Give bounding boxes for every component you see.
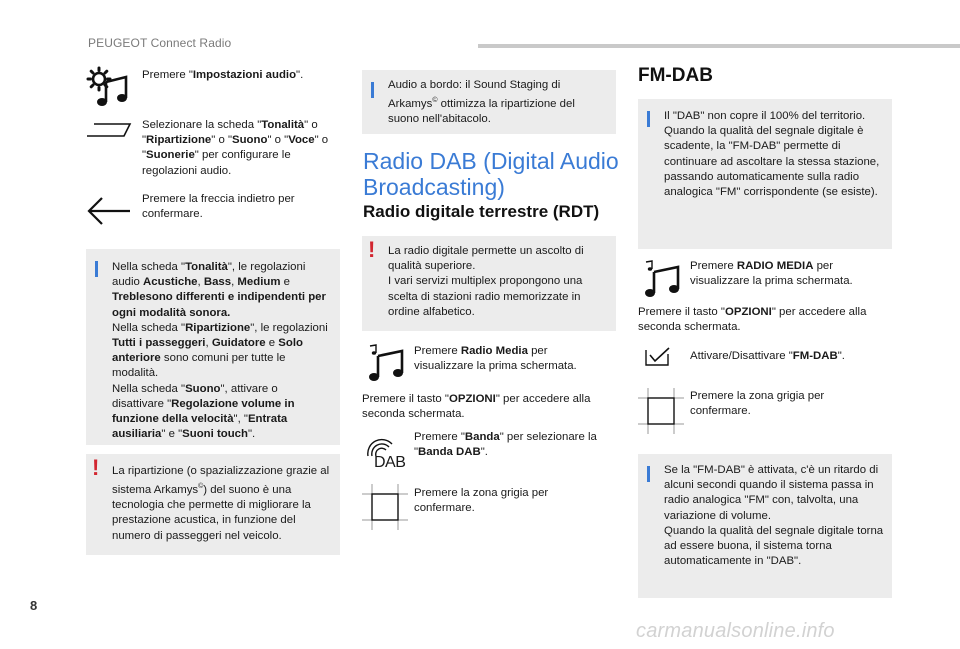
- watermark: carmanualsonline.info: [636, 620, 835, 642]
- tab-icon: [86, 122, 132, 138]
- info-box-fm-dab: Il "DAB" non copre il 100% del territorio. Quando la qualità del segnale digitale è scadente, la "FM-DAB" permette di continuare ad ascoltare la stessa stazione, passando automaticamente sulla radio analogica "FM" corrispondente (se esiste).: [638, 99, 892, 249]
- step-select-tab: Selezionare la scheda "Tonalità" o "Ripartizione" o "Suono" o "Voce" o "Suonerie" per configurare le regolazioni audio.: [142, 119, 329, 177]
- warning-box-digital-radio: ! La radio digitale permette un ascolto di qualità superiore. I vari servizi multiplex propongono una scelta di stazioni radio memorizzate in ordine alfabetico.: [362, 236, 616, 331]
- step-grey-zone-confirm: Premere la zona grigia per confermare.: [414, 487, 549, 515]
- info-box-audio-tabs: Nella scheda "Tonalità", le regolazioni audio Acustiche, Bass, Medium e Treblesono differenti e indipendenti per ogni modalità sonora. Nella scheda "Ripartizione", le regolazioni Tutti i passeggeri, Guidatore e Solo anteriore sono comuni per tutte le modalità. Nella scheda "Suono", attivare o disattivare "Regolazione volume in funzione della velocità", "Entrata ausiliaria" e "Suoni touch".: [86, 249, 340, 445]
- section-title-fm-dab: FM-DAB: [638, 65, 713, 86]
- subsection-title-rdt: Radio digitale terrestre (RDT): [363, 202, 600, 221]
- step-back-confirm: Premere la freccia indietro per confermare.: [142, 193, 295, 221]
- radio-media-music-icon: [366, 342, 406, 382]
- step-grey-zone-confirm-2: Premere la zona grigia per confermare.: [690, 390, 825, 418]
- info-bar: [95, 261, 98, 277]
- dab-label: DAB: [374, 454, 406, 471]
- grey-zone-icon-2: [638, 388, 684, 434]
- warning-exclamation-icon: !: [92, 455, 100, 480]
- grey-zone-icon: [362, 484, 408, 530]
- step-radio-media: Premere Radio Media per visualizzare la prima schermata.: [414, 345, 577, 373]
- warning-exclamation-icon: !: [368, 237, 376, 262]
- running-header: PEUGEOT Connect Radio: [88, 36, 232, 50]
- warning-box-arkamys: ! La ripartizione (o spazializzazione grazie al sistema Arkamys©) del suono è una tecnologia che permette di migliorare la prestazione acustica, in funzione del numero di passeggeri nel veicolo.: [86, 454, 340, 555]
- para-options-dab: Premere il tasto "OPZIONI" per accedere alla seconda schermata.: [362, 393, 591, 421]
- page-number: 8: [30, 598, 38, 613]
- info-bar: [371, 82, 374, 98]
- step-radio-media-2: Premere RADIO MEDIA per visualizzare la prima schermata.: [690, 260, 853, 288]
- info-bar: [647, 466, 650, 482]
- para-options-fm-dab: Premere il tasto "OPZIONI" per accedere alla seconda schermata.: [638, 306, 867, 334]
- radio-media-music-icon-2: [642, 258, 682, 298]
- header-rule: [478, 44, 960, 48]
- info-box-fm-dab-delay: Se la "FM-DAB" è attivata, c'è un ritardo di alcuni secondi quando il sistema passa in radio analogica "FM" con, talvolta, una variazione di volume. Quando la qualità del segnale digitale torna ad essere buona, il sistema torna automaticamente in "DAB".: [638, 454, 892, 598]
- checkbox-toggle-icon: [642, 346, 672, 368]
- settings-music-icon: [86, 66, 130, 108]
- step-audio-settings: Premere "Impostazioni audio".: [142, 69, 304, 81]
- info-bar: [647, 111, 650, 127]
- dab-band-icon: [362, 434, 410, 474]
- step-toggle-fm-dab: Attivare/Disattivare "FM-DAB".: [690, 350, 845, 362]
- step-select-band: Premere "Banda" per selezionare la "Banda DAB".: [414, 431, 597, 459]
- info-box-sound-staging: Audio a bordo: il Sound Staging di Arkamys© ottimizza la ripartizione del suono nell'abitacolo.: [362, 70, 616, 134]
- section-title-dab: Radio DAB (Digital Audio Broadcasting): [363, 148, 619, 200]
- back-arrow-icon: [86, 196, 132, 226]
